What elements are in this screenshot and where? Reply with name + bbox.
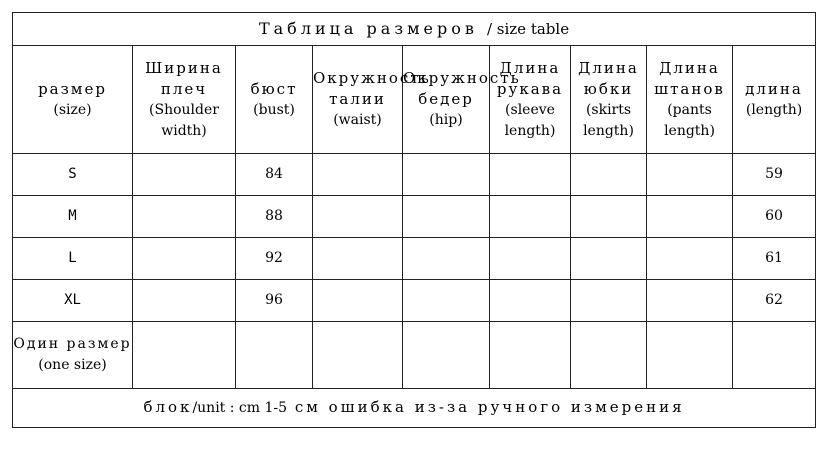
cell-empty [571, 322, 647, 389]
cell-size: XL [13, 280, 133, 322]
table-row [13, 154, 816, 196]
cell-size: S [13, 154, 133, 196]
header-shoulder [133, 46, 236, 154]
cell-bust: 92 [236, 238, 313, 280]
cell-empty [236, 322, 313, 389]
cell-length: 60 [733, 196, 816, 238]
header-bust-en: (bust) [253, 101, 295, 118]
cell-bust: 96 [236, 280, 313, 322]
header-hip [403, 46, 521, 154]
cell-length: 62 [733, 280, 816, 322]
cell-shoulder [133, 280, 236, 322]
cell-hip [403, 196, 490, 238]
header-pants-en: (pants length) [664, 101, 715, 139]
header-waist [313, 46, 431, 154]
footer-ru-suffix: см ошибка из-за ручного измерения [294, 398, 685, 416]
cell-shoulder [133, 238, 236, 280]
header-shoulder-en: (Shoulder width) [149, 101, 219, 139]
cell-pants [647, 238, 733, 280]
header-pants-ru: Длина штанов [654, 58, 725, 98]
cell-sleeve [490, 238, 571, 280]
table-title-en: / size table [486, 20, 570, 38]
cell-pants [647, 280, 733, 322]
header-sleeve [490, 46, 571, 154]
one-size-ru: Один размер [13, 336, 132, 352]
cell-size: M [13, 196, 133, 238]
table-footer-note [13, 389, 816, 428]
one-size-en: (one size) [38, 357, 107, 373]
cell-hip [403, 280, 490, 322]
table-row [13, 238, 816, 280]
size-table [12, 12, 816, 428]
cell-bust: 84 [236, 154, 313, 196]
cell-waist [313, 196, 403, 238]
header-length-ru: длина [745, 79, 803, 98]
cell-empty [133, 322, 236, 389]
header-pants [647, 46, 733, 154]
cell-skirt [571, 154, 647, 196]
cell-empty [313, 322, 403, 389]
header-length [733, 46, 816, 154]
table-row [13, 280, 816, 322]
cell-waist [313, 280, 403, 322]
header-length-en: (length) [745, 101, 803, 118]
cell-skirt [571, 238, 647, 280]
cell-hip [403, 154, 490, 196]
header-row [13, 46, 816, 154]
size-table-frame [12, 12, 815, 436]
header-size-ru: размер [38, 79, 107, 98]
header-waist-en: (waist) [333, 112, 382, 128]
cell-empty [733, 322, 816, 389]
cell-bust: 88 [236, 196, 313, 238]
cell-skirt [571, 280, 647, 322]
cell-empty [647, 322, 733, 389]
table-title-ru: Таблица размеров [258, 19, 478, 38]
header-sleeve-ru: Длина рукава [496, 58, 564, 98]
header-size [13, 46, 133, 154]
cell-shoulder [133, 154, 236, 196]
cell-one-size [13, 322, 133, 389]
cell-empty [403, 322, 490, 389]
cell-hip [403, 238, 490, 280]
cell-size: L [13, 238, 133, 280]
header-bust [236, 46, 313, 154]
one-size-row [13, 322, 816, 389]
cell-pants [647, 154, 733, 196]
cell-sleeve [490, 280, 571, 322]
cell-skirt [571, 196, 647, 238]
table-row [13, 196, 816, 238]
table-title [13, 13, 816, 46]
header-hip-ru: Окружность бедер [403, 69, 521, 108]
footer-ru-prefix: блок [143, 398, 193, 416]
header-waist-ru: Окружность талии [313, 69, 431, 108]
cell-waist [313, 238, 403, 280]
header-size-en: (size) [53, 101, 92, 118]
cell-sleeve [490, 154, 571, 196]
cell-waist [313, 154, 403, 196]
header-bust-ru: бюст [250, 79, 298, 98]
footer-unit: /unit : cm 1-5 [192, 400, 288, 416]
cell-empty [490, 322, 571, 389]
header-skirt-ru: Длина юбки [578, 58, 639, 98]
header-skirt-en: (skirts length) [583, 101, 634, 139]
header-skirt [571, 46, 647, 154]
cell-length: 61 [733, 238, 816, 280]
header-hip-en: (hip) [429, 112, 463, 128]
cell-sleeve [490, 196, 571, 238]
cell-shoulder [133, 196, 236, 238]
cell-length: 59 [733, 154, 816, 196]
header-shoulder-ru: Ширина плеч [145, 58, 223, 98]
header-sleeve-en: (sleeve length) [504, 101, 556, 139]
cell-pants [647, 196, 733, 238]
